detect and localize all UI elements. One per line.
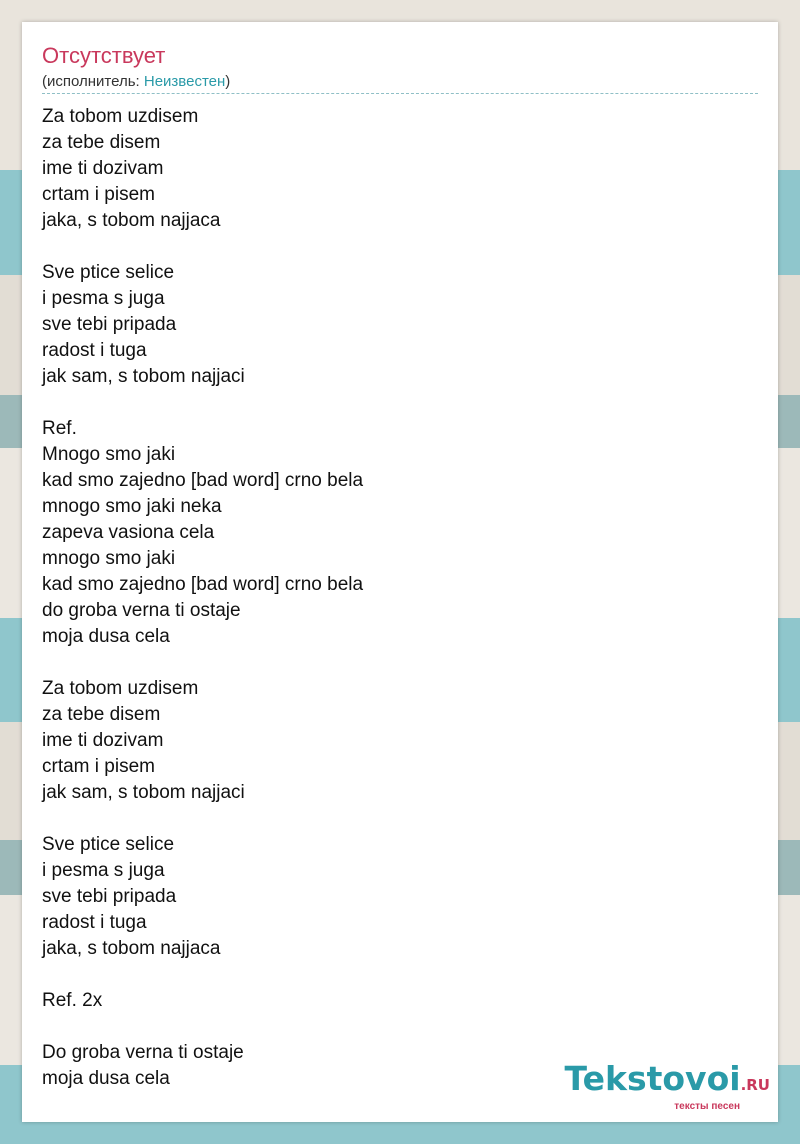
- lyric-line: za tebe disem: [42, 132, 161, 153]
- lyric-line: moja dusa cela: [42, 626, 170, 647]
- artist-link[interactable]: Неизвестен: [143, 73, 226, 90]
- lyrics-card: [22, 22, 778, 1122]
- lyric-line: jaka, s tobom najjaca: [42, 938, 221, 959]
- lyric-line: kad smo zajedno [bad word] crno bela: [42, 470, 364, 491]
- lyric-line: sve tebi pripada: [42, 886, 177, 907]
- lyric-line: Sve ptice selice: [42, 262, 175, 283]
- artist-line: [42, 73, 230, 91]
- lyric-line: [42, 234, 363, 260]
- lyric-line: [42, 962, 363, 988]
- lyric-line: Do groba verna ti ostaje: [42, 1042, 244, 1063]
- lyric-line: [42, 650, 363, 676]
- lyric-line: za tebe disem: [42, 704, 161, 725]
- lyric-line: [42, 806, 363, 832]
- lyric-line: [42, 1014, 363, 1040]
- lyric-line: Sve ptice selice: [42, 834, 175, 855]
- lyric-line: mnogo smo jaki: [42, 548, 176, 569]
- lyrics-body: [42, 104, 363, 1092]
- lyric-line: kad smo zajedno [bad word] crno bela: [42, 574, 364, 595]
- site-logo[interactable]: [564, 1059, 770, 1112]
- lyric-line: crtam i pisem: [42, 184, 155, 205]
- lyric-line: jaka, s tobom najjaca: [42, 210, 221, 231]
- lyric-line: do groba verna ti ostaje: [42, 600, 241, 621]
- artist-suffix: ): [225, 73, 231, 90]
- lyric-line: radost i tuga: [42, 340, 147, 361]
- lyric-line: Ref.: [42, 418, 77, 439]
- lyric-line: radost i tuga: [42, 912, 147, 933]
- song-title: Отсутствует: [42, 43, 166, 68]
- title-divider: [42, 93, 758, 94]
- lyric-line: crtam i pisem: [42, 756, 155, 777]
- lyric-line: Za tobom uzdisem: [42, 678, 199, 699]
- lyric-line: i pesma s juga: [42, 288, 165, 309]
- lyric-line: zapeva vasiona cela: [42, 522, 215, 543]
- lyric-line: ime ti dozivam: [42, 158, 164, 179]
- lyric-line: sve tebi pripada: [42, 314, 177, 335]
- artist-prefix: (исполнитель:: [42, 73, 144, 90]
- logo-tagline: тексты песен: [674, 1101, 740, 1112]
- lyric-line: Za tobom uzdisem: [42, 106, 199, 127]
- lyric-line: ime ti dozivam: [42, 730, 164, 751]
- logo-tld: .RU: [740, 1076, 770, 1094]
- lyric-line: i pesma s juga: [42, 860, 165, 881]
- logo-text: Tekstovoi: [564, 1059, 741, 1098]
- lyric-line: mnogo smo jaki neka: [42, 496, 222, 517]
- lyric-line: Mnogo smo jaki: [42, 444, 176, 465]
- lyric-line: jak sam, s tobom najjaci: [42, 782, 245, 803]
- lyric-line: moja dusa cela: [42, 1068, 170, 1089]
- lyric-line: jak sam, s tobom najjaci: [42, 366, 245, 387]
- lyric-line: [42, 390, 363, 416]
- lyric-line: Ref. 2x: [42, 990, 103, 1011]
